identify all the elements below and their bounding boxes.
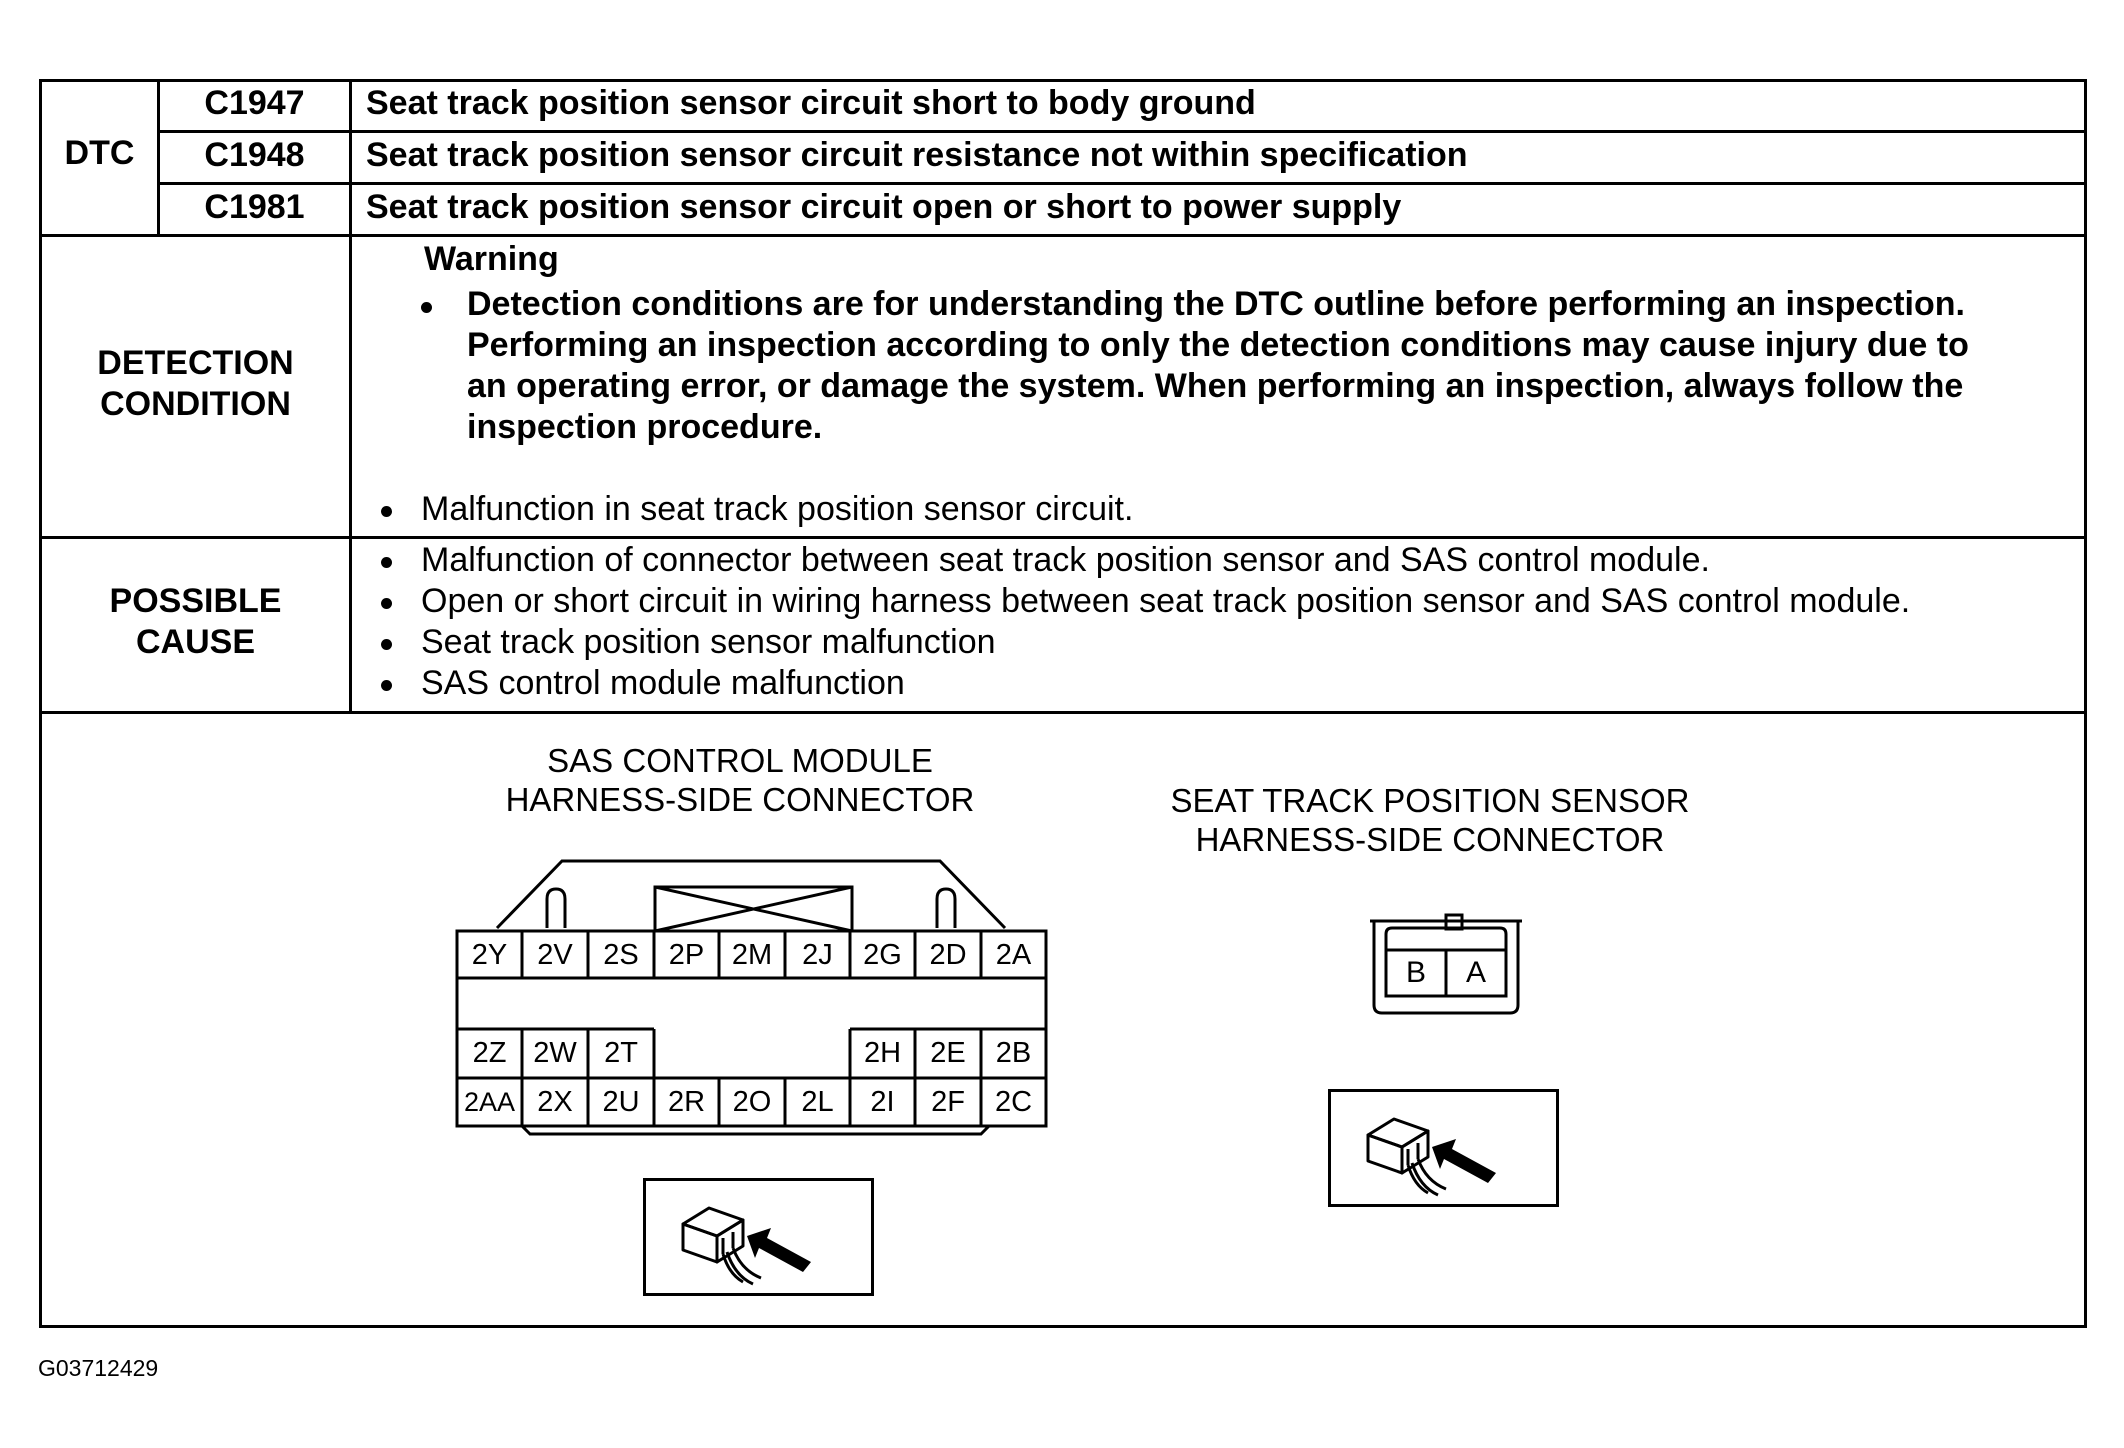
cause-item-1: Malfunction of connector between seat track position sensor and SAS control module. bbox=[421, 541, 1710, 579]
dtc-code-3: C1981 bbox=[204, 188, 305, 226]
table-border-left bbox=[39, 79, 42, 1328]
dtc-code-1: C1947 bbox=[204, 84, 305, 122]
label-column-line bbox=[349, 79, 352, 713]
sas-pin: 2U bbox=[602, 1086, 640, 1118]
sas-caption-line2: HARNESS-SIDE CONNECTOR bbox=[505, 781, 975, 818]
warning-title: Warning bbox=[424, 240, 559, 278]
sas-pin: 2J bbox=[802, 939, 833, 971]
cause-bullet-3 bbox=[381, 639, 392, 650]
sas-pin: 2I bbox=[870, 1086, 895, 1118]
warning-line-4: inspection procedure. bbox=[467, 408, 823, 446]
cause-label-line2: CAUSE bbox=[135, 623, 256, 661]
detection-item-bullet bbox=[381, 506, 392, 517]
warning-bullet bbox=[421, 302, 432, 313]
warning-line-3: an operating error, or damage the system. When performing an inspection, always follow the bbox=[467, 367, 1964, 405]
sas-pin: 2R bbox=[667, 1086, 706, 1118]
sas-pin: 2V bbox=[537, 939, 573, 971]
dtc-divider-1 bbox=[157, 130, 2087, 133]
sas-pin: 2F bbox=[931, 1086, 965, 1118]
sas-pin: 2M bbox=[731, 939, 773, 971]
detection-label-line2: CONDITION bbox=[100, 385, 291, 423]
sas-caption-line1: SAS CONTROL MODULE bbox=[547, 742, 933, 779]
sas-pin: 2L bbox=[801, 1086, 834, 1118]
sas-pin: 2C bbox=[994, 1086, 1033, 1118]
sas-pin: 2X bbox=[537, 1086, 573, 1118]
sas-pin: 2T bbox=[604, 1037, 638, 1069]
section-divider-diagram bbox=[39, 711, 2087, 714]
sas-pin: 2O bbox=[732, 1086, 772, 1118]
sensor-pin-b: B bbox=[1405, 956, 1426, 989]
sas-pin: 2Y bbox=[471, 939, 508, 971]
dtc-description-2: Seat track position sensor circuit resistance not within specification bbox=[366, 136, 1468, 174]
dtc-label: DTC bbox=[64, 134, 135, 172]
sas-pin: 2B bbox=[995, 1037, 1032, 1069]
cause-label-line1: POSSIBLE bbox=[109, 582, 282, 620]
sas-pin: 2H bbox=[863, 1037, 902, 1069]
connector-view-direction-icon bbox=[643, 1178, 874, 1296]
cause-bullet-1 bbox=[381, 557, 392, 568]
sensor-caption-line2: HARNESS-SIDE CONNECTOR bbox=[1195, 821, 1665, 858]
sas-pin: 2E bbox=[930, 1037, 966, 1069]
sas-pin: 2AA bbox=[463, 1087, 516, 1117]
figure-id: G03712429 bbox=[38, 1355, 159, 1381]
dtc-description-1: Seat track position sensor circuit short to body ground bbox=[366, 84, 1256, 122]
sas-pin: 2Z bbox=[472, 1037, 507, 1069]
cause-bullet-2 bbox=[381, 598, 392, 609]
dtc-description-3: Seat track position sensor circuit open or short to power supply bbox=[366, 188, 1402, 226]
cause-bullet-4 bbox=[381, 680, 392, 691]
warning-line-1: Detection conditions are for understanding the DTC outline before performing an inspection. bbox=[467, 285, 1965, 323]
detection-item: Malfunction in seat track position sensor circuit. bbox=[421, 490, 1134, 528]
cause-item-4: SAS control module malfunction bbox=[421, 664, 905, 702]
sas-pin: 2A bbox=[995, 939, 1032, 971]
table-border-top bbox=[39, 79, 2087, 82]
cause-item-3: Seat track position sensor malfunction bbox=[421, 623, 996, 661]
sensor-pin-a: A bbox=[1465, 956, 1486, 989]
connector-view-direction-icon bbox=[1328, 1089, 1559, 1207]
dtc-divider-2 bbox=[157, 182, 2087, 185]
cause-item-2: Open or short circuit in wiring harness between seat track position sensor and SAS control module. bbox=[421, 582, 1911, 620]
table-border-right bbox=[2084, 79, 2087, 1328]
sas-pin: 2G bbox=[863, 939, 902, 971]
dtc-code-2: C1948 bbox=[204, 136, 305, 174]
warning-line-2: Performing an inspection according to only the detection conditions may cause injury due to bbox=[467, 326, 1969, 364]
detection-label-line1: DETECTION bbox=[97, 344, 294, 382]
table-border-bottom bbox=[39, 1325, 2087, 1328]
sensor-caption-line1: SEAT TRACK POSITION SENSOR bbox=[1170, 782, 1690, 819]
sas-pin: 2P bbox=[668, 939, 705, 971]
sas-pin: 2S bbox=[603, 939, 639, 971]
sas-pin: 2D bbox=[929, 939, 967, 971]
section-divider-cause bbox=[39, 536, 2087, 539]
section-divider-detection bbox=[39, 234, 2087, 237]
sas-pin: 2W bbox=[533, 1037, 577, 1069]
